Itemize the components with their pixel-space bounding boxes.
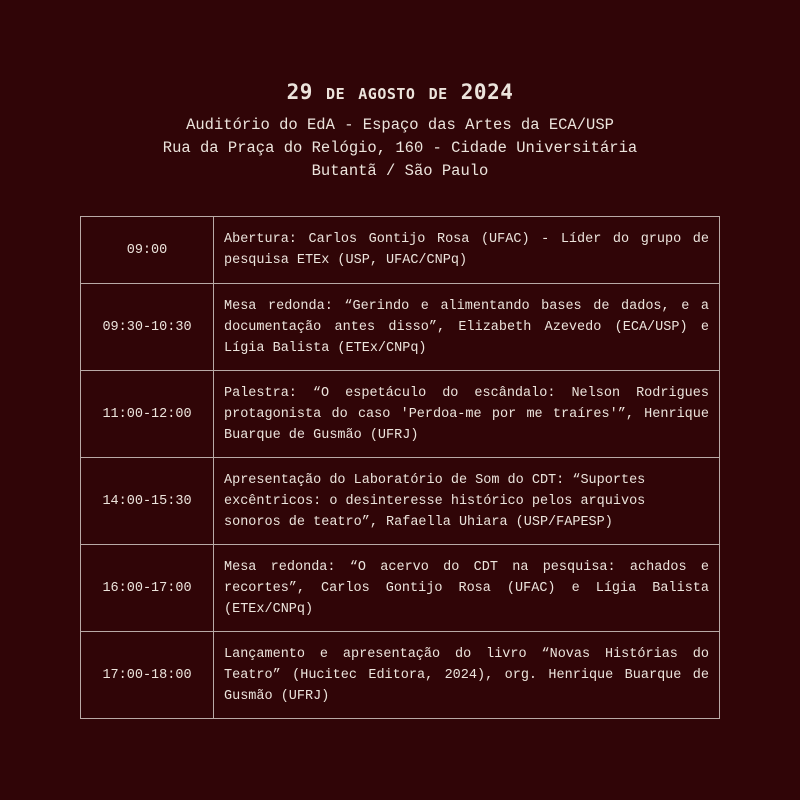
description-cell: Mesa redonda: “O acervo do CDT na pesquisa: achados e recortes”, Carlos Gontijo Rosa (UFAC) e Lígia Balista (ETEx/CNPq)	[214, 545, 720, 632]
time-cell: 17:00-18:00	[81, 632, 214, 719]
description-cell: Apresentação do Laboratório de Som do CDT: “Suportes excêntricos: o desinteresse histórico pelos arquivos sonoros de teatro”, Rafaella Uhiara (USP/FAPESP)	[214, 458, 720, 545]
table-row	[81, 632, 720, 719]
time-cell: 09:30-10:30	[81, 284, 214, 371]
table-row	[81, 217, 720, 284]
address-line: Butantã / São Paulo	[311, 162, 489, 180]
table-row	[81, 458, 720, 545]
description-cell: Lançamento e apresentação do livro “Novas Histórias do Teatro” (Hucitec Editora, 2024), org. Henrique Buarque de Gusmão (UFRJ)	[214, 632, 720, 719]
venue-address	[0, 114, 800, 183]
event-date: 29 de agosto de 2024	[286, 80, 514, 104]
description-cell: Mesa redonda: “Gerindo e alimentando bases de dados, e a documentação antes disso”, Elizabeth Azevedo (ECA/USP) e Lígia Balista (ETEx/CNPq)	[214, 284, 720, 371]
table-row	[81, 284, 720, 371]
description-cell: Abertura: Carlos Gontijo Rosa (UFAC) - Líder do grupo de pesquisa ETEx (USP, UFAC/CNPq)	[214, 217, 720, 284]
address-line: Rua da Praça do Relógio, 160 - Cidade Universitária	[162, 139, 638, 157]
address-line: Auditório do EdA - Espaço das Artes da ECA/USP	[186, 116, 614, 134]
table-row	[81, 371, 720, 458]
time-cell: 14:00-15:30	[81, 458, 214, 545]
table-row	[81, 545, 720, 632]
description-cell: Palestra: “O espetáculo do escândalo: Nelson Rodrigues protagonista do caso 'Perdoa-me por me traíres'”, Henrique Buarque de Gusmão (UFRJ)	[214, 371, 720, 458]
time-cell: 09:00	[81, 217, 214, 284]
time-cell: 11:00-12:00	[81, 371, 214, 458]
schedule-table	[80, 216, 720, 719]
time-cell: 16:00-17:00	[81, 545, 214, 632]
